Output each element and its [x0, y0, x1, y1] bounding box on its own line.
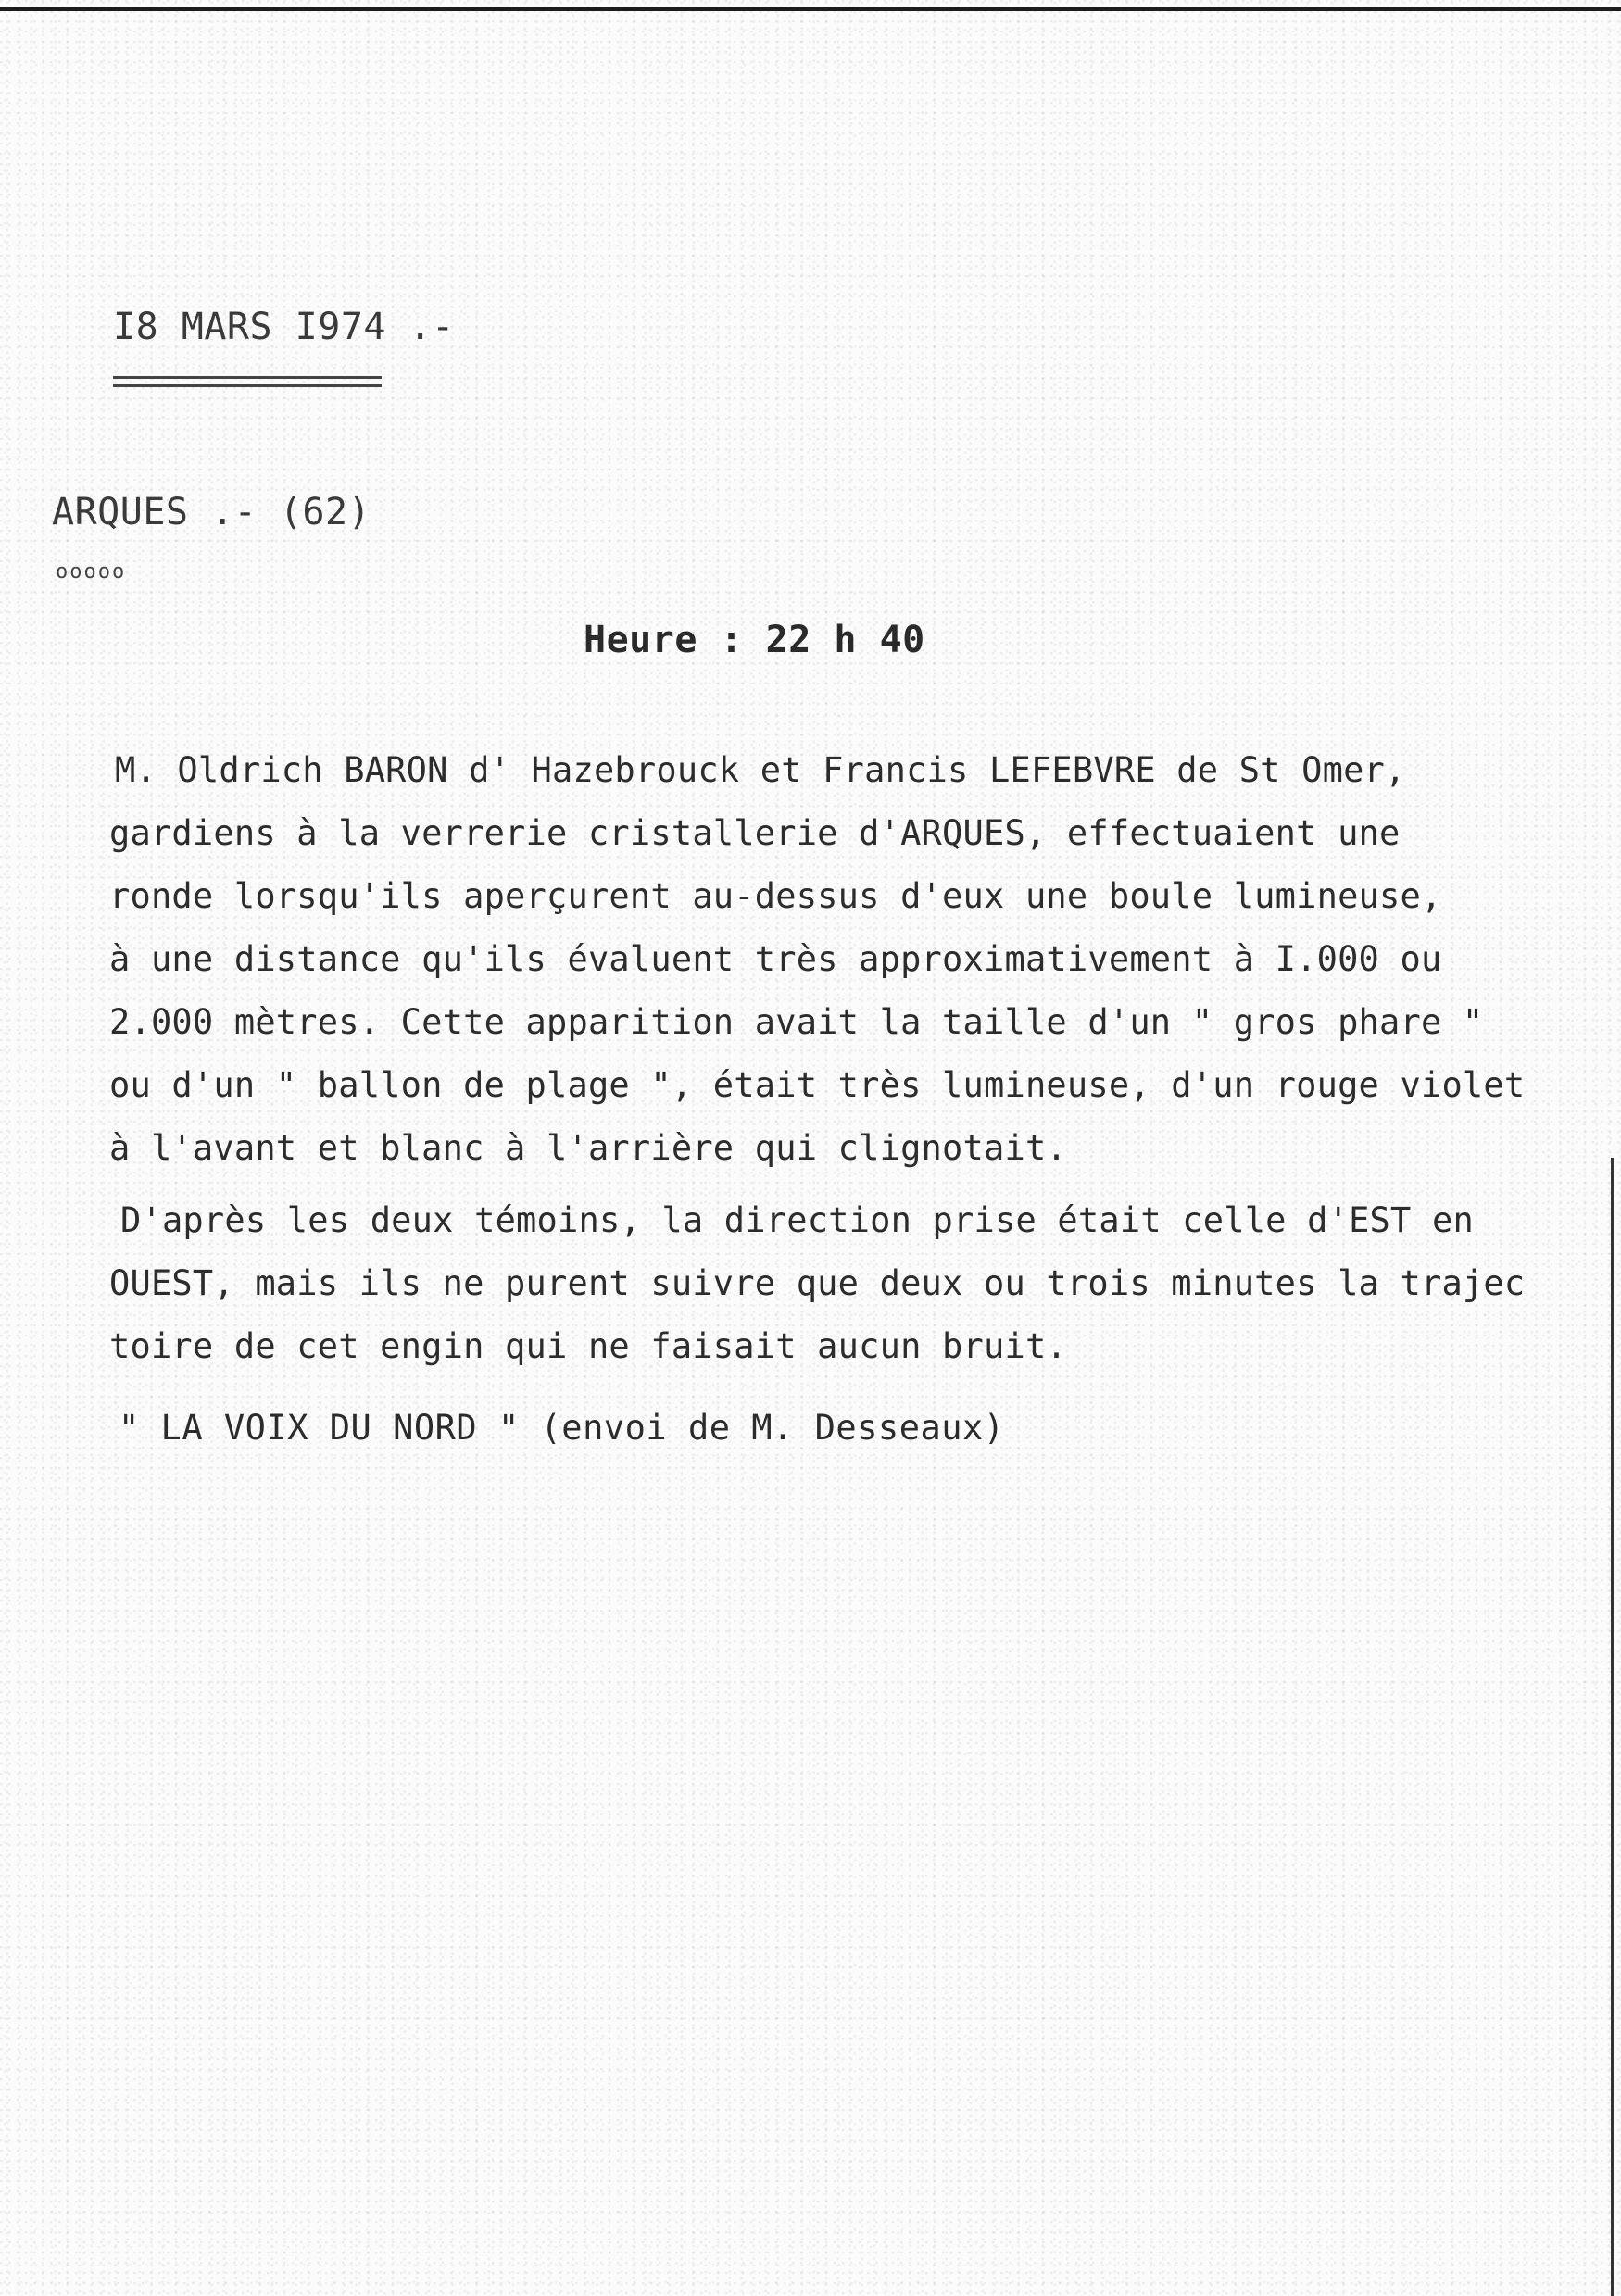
- page-top-border: [0, 0, 1621, 11]
- body-line: M. Oldrich BARON d' Hazebrouck et Francis LEFEBVRE de St Omer,: [115, 750, 1406, 790]
- time-line: Heure : 22 h 40: [584, 619, 925, 661]
- body-line: toire de cet engin qui ne faisait aucun bruit.: [109, 1326, 1067, 1366]
- source-citation: " LA VOIX DU NORD " (envoi de M. Desseaux): [119, 1408, 1005, 1448]
- body-line: ronde lorsqu'ils aperçurent au-dessus d'eux une boule lumineuse,: [109, 876, 1442, 916]
- body-line: à une distance qu'ils évaluent très approximativement à I.000 ou: [109, 939, 1442, 979]
- date-underline: [113, 376, 382, 387]
- page-right-edge: [1611, 1158, 1614, 2296]
- body-line: à l'avant et blanc à l'arrière qui clignotait.: [109, 1128, 1067, 1168]
- date-heading: I8 MARS I974 .-: [113, 306, 455, 348]
- body-line: ou d'un " ballon de plage ", était très lumineuse, d'un rouge violet: [109, 1065, 1526, 1105]
- body-line: OUEST, mais ils ne purent suivre que deux ou trois minutes la trajec: [109, 1263, 1526, 1303]
- body-line: 2.000 mètres. Cette apparition avait la taille d'un " gros phare ": [109, 1002, 1484, 1042]
- location-marker: ooooo: [56, 560, 127, 583]
- location-heading: ARQUES .- (62): [52, 491, 371, 533]
- body-line: gardiens à la verrerie cristallerie d'ARQUES, effectuaient une: [109, 813, 1401, 853]
- body-line: D'après les deux témoins, la direction prise était celle d'EST en: [120, 1200, 1474, 1240]
